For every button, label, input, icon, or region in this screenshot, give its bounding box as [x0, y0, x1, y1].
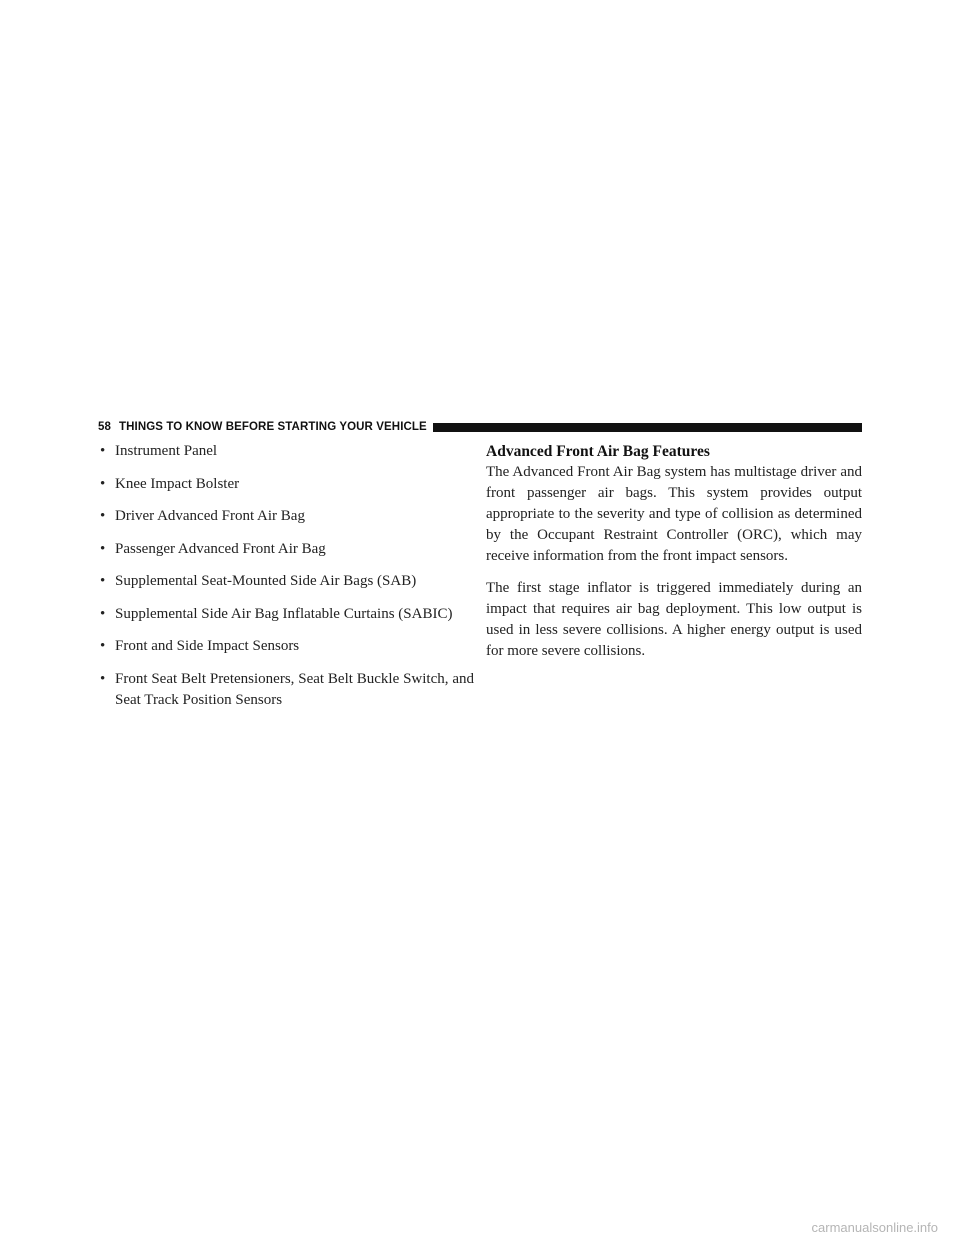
left-column: [98, 441, 474, 722]
list-item: [98, 474, 474, 495]
bullet-icon: •: [100, 540, 106, 557]
list-item: [98, 506, 474, 527]
list-item: [98, 441, 474, 462]
list-item-text: Front Seat Belt Pretensioners, Seat Belt Buckle Switch, and Seat Track Position Sensors: [115, 670, 474, 708]
body-paragraph: The Advanced Front Air Bag system has multistage driver and front passenger air bags. This system provides output appropriate to the severity and type of collision as determined by the Occupant Restraint Controller (ORC), which may receive information from the front impact sensors.: [486, 464, 862, 564]
bullet-icon: •: [100, 670, 106, 687]
bullet-icon: •: [100, 508, 106, 524]
list-item-text: Knee Impact Bolster: [115, 475, 240, 492]
page-header: [98, 419, 862, 435]
body-paragraph: The first stage inflator is triggered immediately during an impact that requires air bag deployment. This low output is used in less severe collisions. A higher energy output is used for more severe collisions.: [486, 580, 862, 659]
list-item: [98, 604, 474, 625]
list-item: [98, 636, 474, 657]
list-item-text: Supplemental Seat-Mounted Side Air Bags (SAB): [115, 573, 417, 589]
list-item: [98, 539, 474, 560]
section-title: THINGS TO KNOW BEFORE STARTING YOUR VEHICLE: [119, 421, 427, 433]
header-rule: [433, 423, 862, 432]
list-item-text: Front and Side Impact Sensors: [115, 638, 300, 654]
section-heading: Advanced Front Air Bag Features: [486, 443, 710, 460]
bullet-icon: •: [100, 605, 106, 622]
bullet-icon: •: [100, 475, 106, 492]
list-item-text: Passenger Advanced Front Air Bag: [115, 540, 326, 557]
bullet-icon: •: [100, 443, 106, 459]
list-item-text: Driver Advanced Front Air Bag: [115, 508, 305, 524]
right-column: [486, 441, 862, 673]
component-list: [98, 441, 474, 711]
bullet-icon: •: [100, 638, 106, 654]
list-item-text: Instrument Panel: [115, 443, 218, 459]
page-number: 58: [98, 421, 111, 433]
list-item: [98, 669, 474, 711]
bullet-icon: •: [100, 573, 106, 589]
list-item-text: Supplemental Side Air Bag Inflatable Curtains (SABIC): [115, 605, 453, 622]
watermark: carmanualsonline.info: [811, 1220, 938, 1235]
list-item: [98, 571, 474, 592]
